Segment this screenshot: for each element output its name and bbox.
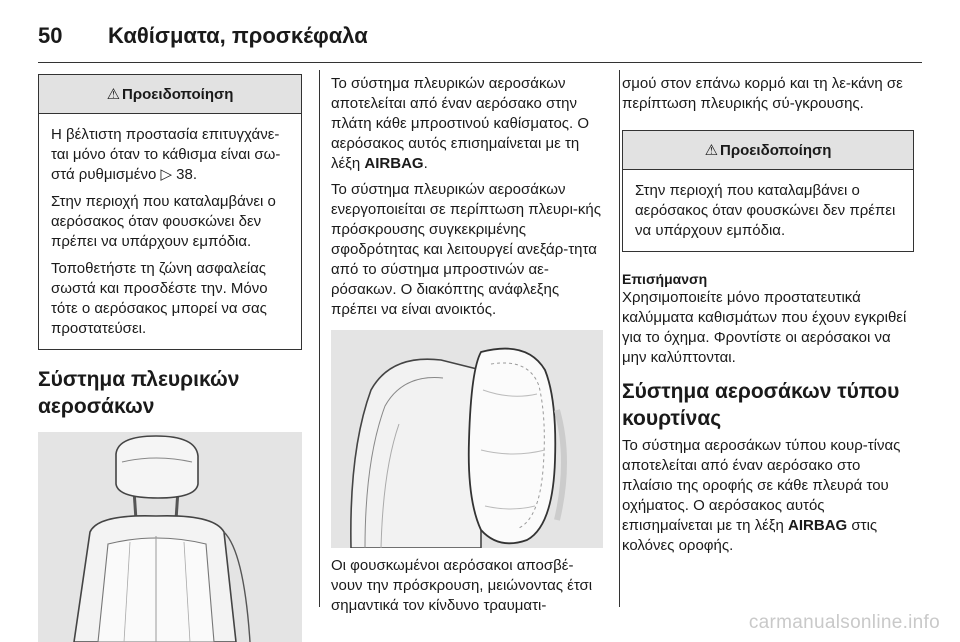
warning-body	[39, 114, 301, 349]
column-left	[38, 74, 302, 642]
page-reference: 38.	[176, 166, 198, 183]
watermark: carmanualsonline.info	[748, 612, 940, 633]
paragraph-text: .	[423, 155, 428, 172]
side-airbag-illustration	[331, 330, 603, 548]
warning-title: Προειδοποίηση	[122, 86, 234, 103]
section-title-side-airbags: Σύστημα πλευρικών αεροσάκων	[38, 368, 240, 418]
paragraph	[331, 74, 603, 174]
column-divider	[619, 70, 620, 607]
warning-paragraph	[51, 125, 289, 185]
warning-triangle-icon: ⚠	[106, 86, 121, 103]
warning-paragraph: Στην περιοχή που καταλαμβάνει ο αερόσακος όταν φουσκώνει δεν πρέπει να υπάρχουν εμπόδια.	[635, 182, 896, 239]
paragraph: Το σύστημα πλευρικών αεροσάκων ενεργοποιείται σε περίπτωση πλευρι-κής πρόσκρουσης συγκεκριμένης σφοδρότητας και λειτουργεί ανεξάρ-τητα από το σύστημα μπροστινών αε-ρόσακων. Ο διακόπτης ανάφλεξης πρέπει να είναι ανοικτός.	[331, 181, 601, 318]
note-block	[622, 270, 914, 368]
paragraph	[622, 436, 914, 556]
warning-title: Προειδοποίηση	[720, 142, 832, 159]
warning-box	[622, 130, 914, 252]
page-number: 50	[38, 23, 63, 48]
note-label: Επισήμανση	[622, 271, 708, 287]
warning-triangle-icon: ⚠	[704, 142, 719, 159]
warning-header	[39, 75, 301, 114]
warning-header	[623, 131, 913, 170]
warning-paragraph: Τοποθετήστε τη ζώνη ασφαλείας σωστά και προσδέστε την. Μόνο τότε ο αερόσακος μπορεί να σας προστατεύσει.	[51, 260, 268, 337]
paragraph: σμού στον επάνω κορμό και τη λε-κάνη σε περίπτωση πλευρικής σύ-γκρουσης.	[622, 75, 903, 112]
airbag-label: AIRBAG	[788, 517, 848, 534]
warning-paragraph: Στην περιοχή που καταλαμβάνει ο αερόσακος όταν φουσκώνει δεν πρέπει να υπάρχουν εμπόδια.	[51, 193, 276, 250]
paragraph-text: Το σύστημα αεροσάκων τύπου κουρ-τίνας αποτελείται από έναν αερόσακο στο πλαίσιο της οροφής σε κάθε πλευρά του οχήματος. Ο αερόσακος αυτός επισημαίνεται με τη λέξη	[622, 437, 901, 534]
warning-box	[38, 74, 302, 350]
header-divider	[38, 62, 922, 63]
page-reference-icon: ▷	[160, 166, 177, 183]
seat-illustration	[38, 432, 302, 642]
body-text	[622, 74, 914, 114]
page-title: Καθίσματα, προσκέφαλα	[108, 23, 368, 48]
section-title-curtain-airbags: Σύστημα αεροσάκων τύπου κουρτίνας	[622, 380, 900, 430]
seat-headrest-drawing	[38, 432, 302, 642]
paragraph: Οι φουσκωμένοι αερόσακοι αποσβέ-νουν την πρόσκρουση, μειώνοντας έτσι σημαντικά τον κίνδυνο τραυματι-	[331, 557, 593, 614]
column-middle	[331, 74, 603, 622]
body-text	[331, 556, 603, 616]
airbag-label: AIRBAG	[364, 155, 424, 172]
page-header	[38, 16, 368, 56]
warning-text: Η βέλτιστη προστασία επιτυγχάνε-ται μόνο όταν το κάθισμα είναι σω-στά ρυθμισμένο	[51, 126, 281, 183]
body-text	[622, 436, 914, 556]
warning-body	[623, 170, 913, 251]
paragraph-text: στις κολόνες οροφής.	[622, 517, 878, 554]
column-divider	[319, 70, 320, 607]
note-text: Χρησιμοποιείτε μόνο προστατευτικά καλύμματα καθισμάτων που έχουν εγκριθεί για το όχημα. Φροντίστε οι αερόσακοι να μην καλύπτονται.	[622, 289, 907, 366]
column-right	[622, 74, 914, 562]
side-airbag-drawing	[331, 330, 603, 548]
paragraph-text: Το σύστημα πλευρικών αεροσάκων αποτελείται από έναν αερόσακο στην πλάτη κάθε μπροστινού καθίσματος. Ο αερόσακος αυτός επισημαίνεται με τη λέξη	[331, 75, 590, 172]
body-text	[331, 74, 603, 320]
